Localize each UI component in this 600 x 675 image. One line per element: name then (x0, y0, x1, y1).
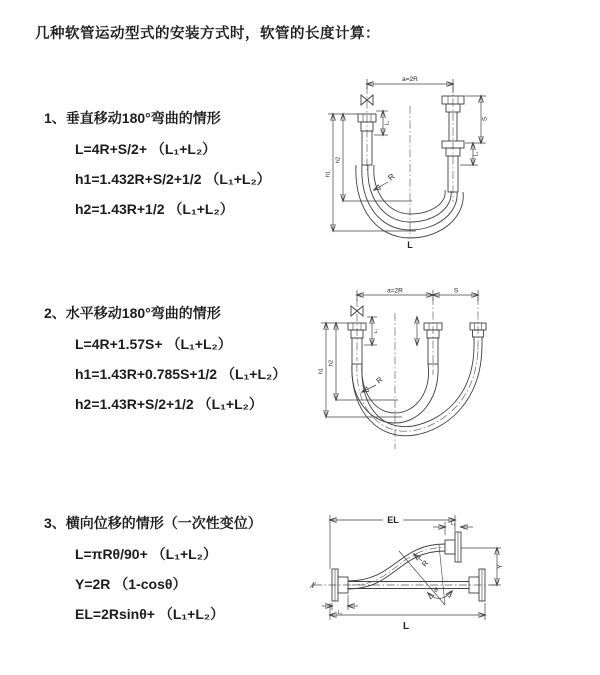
dimension-h1 (319, 323, 403, 417)
formula-l: L=4R+1.57S+ （L₁+L₂） (75, 336, 232, 352)
hose-curve-displaced (348, 544, 445, 589)
dim-label-h1: h1 (325, 170, 332, 178)
dim-label-r: R (386, 171, 397, 183)
dimension-span (367, 76, 453, 93)
dim-label-l1: L₁ (374, 328, 379, 334)
dim-label-s: S (481, 116, 489, 122)
diagram-vertical-180 (312, 70, 600, 262)
hose-curves (356, 165, 463, 238)
dim-label-span: a=2R (402, 76, 418, 83)
dimension-l1-top (433, 521, 473, 535)
formula-h1: h1=1.432R+S/2+1/2 （L₁+L₂） (75, 171, 271, 187)
dim-label-h2: h2 (335, 156, 342, 164)
centerlines (357, 297, 478, 449)
dim-label-r: R (374, 374, 385, 386)
radius-leader (374, 172, 397, 190)
dimension-span (357, 288, 478, 302)
section-lateral-displacement (44, 513, 262, 634)
dim-label-h1: h1 (318, 367, 325, 375)
dim-label-theta: θ (434, 587, 438, 594)
dimension-h2 (336, 114, 413, 201)
dim-label-span: a=2R (387, 287, 403, 295)
dim-label-s: S (453, 287, 459, 295)
dim-label-l: L (407, 240, 413, 250)
section-heading: 2、水平移动180°弯曲的情形 (44, 305, 221, 321)
dimension-l1-left (374, 111, 391, 135)
formula-h1: h1=1.43R+0.785S+1/2 （L₁+L₂） (75, 366, 287, 382)
section-heading: 3、横向位移的情形（一次性变位） (44, 515, 262, 531)
formula-el: EL=2Rsinθ+ （L₁+L₂） (75, 606, 225, 622)
section-horizontal-180 (44, 303, 286, 424)
formula-l: L=4R+S/2+ （L₁+L₂） (75, 141, 217, 157)
dimension-l (330, 603, 485, 632)
dimension-stroke-s (433, 288, 478, 296)
dim-label-el: EL (387, 515, 399, 525)
dim-label-l1-top: L₁ (450, 521, 456, 527)
diagram-horizontal-180 (310, 283, 600, 455)
centerlines (367, 84, 453, 238)
formula-h2: h2=1.43R+S/2+1/2 （L₁+L₂） (75, 396, 263, 412)
dimension-y (461, 548, 504, 585)
page-title: 几种软管运动型式的安装方式时，软管的长度计算： (35, 26, 380, 42)
dimension-l1 (364, 317, 379, 345)
dimension-stroke-s (465, 96, 489, 143)
dim-label-l1-right: L₁ (473, 151, 480, 157)
dimension-el (330, 515, 455, 569)
formula-l: L=πRθ/90+ （L₁+L₂） (75, 546, 217, 562)
upper-flange (445, 532, 461, 562)
section-vertical-180 (44, 108, 271, 229)
formula-y: Y=2R （1-cosθ） (75, 576, 187, 592)
left-pipe-assembly (358, 114, 376, 165)
radius-leader (414, 554, 431, 568)
diagram-lateral-displacement (300, 505, 600, 645)
formula-h2: h2=1.43R+1/2 （L₁+L₂） (75, 201, 234, 217)
dim-label-l: L (402, 621, 410, 632)
dim-label-l1-left: L₁ (384, 120, 391, 126)
section-heading: 1、垂直移动180°弯曲的情形 (44, 110, 221, 126)
dim-label-y: Y (497, 564, 504, 569)
dim-label-h2: h2 (328, 359, 335, 367)
dimension-l1-bottom (322, 595, 358, 616)
dimension-l1-right (460, 143, 480, 165)
dim-label-r: R (419, 558, 431, 569)
hose-curves-displaced (352, 345, 482, 436)
dim-label-l1-bottom: L₁ (337, 610, 343, 616)
